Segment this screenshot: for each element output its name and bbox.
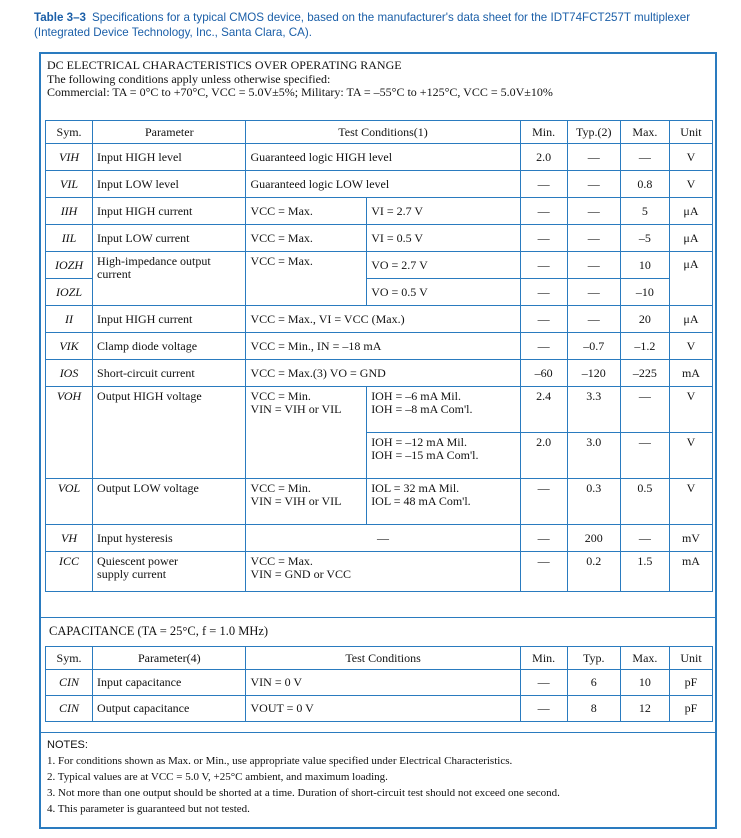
col-header: Typ.(2) — [567, 121, 620, 144]
cond-line: VIN = VIH or VIL — [250, 402, 342, 416]
cell-unit: μA — [669, 198, 712, 225]
cell-typ: 6 — [567, 670, 620, 696]
cell-sym: VOH — [46, 387, 93, 479]
cell-sym: IOS — [46, 360, 93, 387]
col-header: Unit — [669, 121, 712, 144]
cell-unit: V — [669, 387, 712, 433]
cell-cond1 — [246, 387, 367, 479]
col-header: Max. — [620, 121, 669, 144]
cell-typ: 3.3 — [567, 387, 620, 433]
cell-min: — — [520, 279, 567, 306]
cell-typ: — — [567, 225, 620, 252]
cell-param: Input HIGH current — [93, 306, 246, 333]
dc-section-header — [47, 59, 711, 100]
cell-max: — — [620, 387, 669, 433]
cell-sym: IOZH — [46, 252, 93, 279]
cell-sym: IOZL — [46, 279, 93, 306]
capacitance-table — [45, 646, 713, 722]
cell-cond1 — [246, 479, 367, 525]
cell-param: Output capacitance — [93, 696, 246, 722]
dc-operating-range: Commercial: TA = 0°C to +70°C, VCC = 5.0V±5%; Military: TA = –55°C to +125°C, VCC = 5.0V±10% — [47, 85, 553, 99]
cell-min: 2.0 — [520, 433, 567, 479]
cell-max: 10 — [620, 252, 669, 279]
cell-min: 2.0 — [520, 144, 567, 171]
section-divider — [41, 732, 715, 733]
cell-cond: VCC = Max.(3) VO = GND — [246, 360, 520, 387]
cell-max: 0.8 — [620, 171, 669, 198]
cell-min: — — [520, 670, 567, 696]
col-header: Test Conditions — [246, 647, 520, 670]
cell-sym: VIH — [46, 144, 93, 171]
table-row — [46, 306, 713, 333]
table-header-row — [46, 121, 713, 144]
cell-cond: VCC = Max., VI = VCC (Max.) — [246, 306, 520, 333]
cell-typ: — — [567, 306, 620, 333]
cell-max: 20 — [620, 306, 669, 333]
cell-param: Input HIGH current — [93, 198, 246, 225]
cell-max: — — [620, 433, 669, 479]
cell-cond: — — [246, 525, 520, 552]
cell-cond2: VI = 0.5 V — [367, 225, 520, 252]
cond-line: IOH = –6 mA Mil. — [371, 389, 461, 403]
table-row — [46, 333, 713, 360]
table-row — [46, 171, 713, 198]
cell-param: Output LOW voltage — [93, 479, 246, 525]
cell-cond2: VI = 2.7 V — [367, 198, 520, 225]
cell-min: — — [520, 306, 567, 333]
cell-unit: mA — [669, 360, 712, 387]
cell-min: — — [520, 479, 567, 525]
cell-typ: — — [567, 198, 620, 225]
cell-min: — — [520, 225, 567, 252]
caption-text: Specifications for a typical CMOS device, based on the manufacturer's data sheet for the IDT74FCT257T multiplexer (Integrated Device Technology, Inc., Santa Clara, CA). — [34, 11, 691, 39]
cell-unit: V — [669, 171, 712, 198]
cell-min: — — [520, 525, 567, 552]
cond-line: VIN = GND or VCC — [250, 567, 352, 581]
col-header: Min. — [520, 647, 567, 670]
table-row — [46, 479, 713, 525]
notes-section — [47, 737, 711, 817]
cell-typ: — — [567, 171, 620, 198]
cell-typ: 0.2 — [567, 552, 620, 592]
dc-conditions-intro: The following conditions apply unless otherwise specified: — [47, 71, 331, 86]
table-row — [46, 252, 713, 279]
table-row — [46, 144, 713, 171]
cell-max: –1.2 — [620, 333, 669, 360]
param-line: supply current — [97, 567, 167, 581]
section-divider — [41, 617, 715, 618]
cell-min: — — [520, 171, 567, 198]
col-header: Max. — [620, 647, 669, 670]
cell-cond — [246, 552, 520, 592]
cell-max: –10 — [620, 279, 669, 306]
cell-typ: — — [567, 144, 620, 171]
col-header: Parameter — [93, 121, 246, 144]
cell-param: Clamp diode voltage — [93, 333, 246, 360]
cell-min: — — [520, 252, 567, 279]
capacitance-title: CAPACITANCE (TA = 25°C, f = 1.0 MHz) — [49, 624, 269, 638]
cell-cond2: VO = 0.5 V — [367, 279, 520, 306]
cell-sym: IIH — [46, 198, 93, 225]
spec-table-frame — [39, 52, 717, 829]
cell-unit: V — [669, 479, 712, 525]
cell-max: — — [620, 525, 669, 552]
cell-sym: ICC — [46, 552, 93, 592]
cell-max: — — [620, 144, 669, 171]
table-row — [46, 225, 713, 252]
table-row — [46, 696, 713, 722]
cell-cond2 — [367, 433, 520, 479]
cond-line: IOL = 32 mA Mil. — [371, 481, 460, 495]
cond-line: IOL = 48 mA Com'l. — [371, 494, 471, 508]
cell-cond1: VCC = Max. — [246, 252, 367, 306]
cell-unit: V — [669, 144, 712, 171]
cell-max: 12 — [620, 696, 669, 722]
cell-param: Input LOW level — [93, 171, 246, 198]
note-item: 3. Not more than one output should be shorted at a time. Duration of short-circuit test should not exceed one second. — [47, 787, 560, 799]
cell-sym: VOL — [46, 479, 93, 525]
cell-min: –60 — [520, 360, 567, 387]
cell-sym: CIN — [46, 696, 93, 722]
note-item: 4. This parameter is guaranteed but not tested. — [47, 803, 250, 815]
cell-param: Input hysteresis — [93, 525, 246, 552]
cell-cond: Guaranteed logic HIGH level — [246, 144, 520, 171]
note-item: 1. For conditions shown as Max. or Min., use appropriate value specified under Electrical Characteristics. — [47, 755, 513, 767]
notes-title: NOTES: — [47, 739, 88, 751]
col-header: Typ. — [567, 647, 620, 670]
cond-line: VIN = VIH or VIL — [250, 494, 342, 508]
cond-line: IOH = –12 mA Mil. — [371, 435, 467, 449]
cell-cond: VOUT = 0 V — [246, 696, 520, 722]
cell-param: Output HIGH voltage — [93, 387, 246, 479]
cell-unit: pF — [669, 670, 712, 696]
cell-cond2 — [367, 387, 520, 433]
cell-typ: –120 — [567, 360, 620, 387]
table-row — [46, 670, 713, 696]
cell-cond1: VCC = Max. — [246, 225, 367, 252]
table-header-row — [46, 647, 713, 670]
cond-line: IOH = –8 mA Com'l. — [371, 402, 473, 416]
cell-typ: 3.0 — [567, 433, 620, 479]
cell-param: Input capacitance — [93, 670, 246, 696]
cond-line: VCC = Max. — [250, 554, 313, 568]
cell-cond: VCC = Min., IN = –18 mA — [246, 333, 520, 360]
table-row — [46, 525, 713, 552]
cell-sym: VIK — [46, 333, 93, 360]
cell-typ: 200 — [567, 525, 620, 552]
table-row — [46, 198, 713, 225]
table-row — [46, 552, 713, 592]
cell-cond: VIN = 0 V — [246, 670, 520, 696]
cell-max: 10 — [620, 670, 669, 696]
cell-param — [93, 552, 246, 592]
cell-param: Short-circuit current — [93, 360, 246, 387]
cell-unit: V — [669, 433, 712, 479]
cell-max: 5 — [620, 198, 669, 225]
col-header: Sym. — [46, 647, 93, 670]
cell-min: — — [520, 552, 567, 592]
cell-unit: μA — [669, 225, 712, 252]
cell-unit: μA — [669, 306, 712, 333]
cell-max: –5 — [620, 225, 669, 252]
dc-title: DC ELECTRICAL CHARACTERISTICS OVER OPERATING RANGE — [47, 58, 402, 72]
cell-cond2: VO = 2.7 V — [367, 252, 520, 279]
cell-max: 1.5 — [620, 552, 669, 592]
col-header: Parameter(4) — [93, 647, 246, 670]
cell-param: Input HIGH level — [93, 144, 246, 171]
col-header: Test Conditions(1) — [246, 121, 520, 144]
cell-typ: — — [567, 279, 620, 306]
cell-min: — — [520, 333, 567, 360]
cell-typ: 8 — [567, 696, 620, 722]
cell-min: — — [520, 696, 567, 722]
cell-param: High-impedance output current — [93, 252, 246, 306]
cell-cond2 — [367, 479, 520, 525]
cell-unit: mA — [669, 552, 712, 592]
cell-sym: CIN — [46, 670, 93, 696]
table-row — [46, 360, 713, 387]
col-header: Min. — [520, 121, 567, 144]
cell-param: Input LOW current — [93, 225, 246, 252]
cell-cond: Guaranteed logic LOW level — [246, 171, 520, 198]
cell-unit: μA — [669, 252, 712, 306]
cell-typ: — — [567, 252, 620, 279]
dc-characteristics-table — [45, 120, 713, 592]
cell-min: 2.4 — [520, 387, 567, 433]
cell-unit: pF — [669, 696, 712, 722]
cond-line: VCC = Min. — [250, 389, 311, 403]
param-line: Quiescent power — [97, 554, 179, 568]
col-header: Unit — [669, 647, 712, 670]
cell-sym: VIL — [46, 171, 93, 198]
cond-line: IOH = –15 mA Com'l. — [371, 448, 479, 462]
table-number: Table 3–3 — [34, 11, 86, 24]
table-caption — [34, 10, 719, 40]
cell-max: –225 — [620, 360, 669, 387]
table-row — [46, 387, 713, 433]
col-header: Sym. — [46, 121, 93, 144]
cell-unit: mV — [669, 525, 712, 552]
cell-max: 0.5 — [620, 479, 669, 525]
cond-line: VCC = Min. — [250, 481, 311, 495]
cell-typ: –0.7 — [567, 333, 620, 360]
cell-sym: IIL — [46, 225, 93, 252]
cell-typ: 0.3 — [567, 479, 620, 525]
cell-sym: II — [46, 306, 93, 333]
cell-cond1: VCC = Max. — [246, 198, 367, 225]
cell-unit: V — [669, 333, 712, 360]
cell-min: — — [520, 198, 567, 225]
note-item: 2. Typical values are at VCC = 5.0 V, +25°C ambient, and maximum loading. — [47, 771, 388, 783]
cell-sym: VH — [46, 525, 93, 552]
